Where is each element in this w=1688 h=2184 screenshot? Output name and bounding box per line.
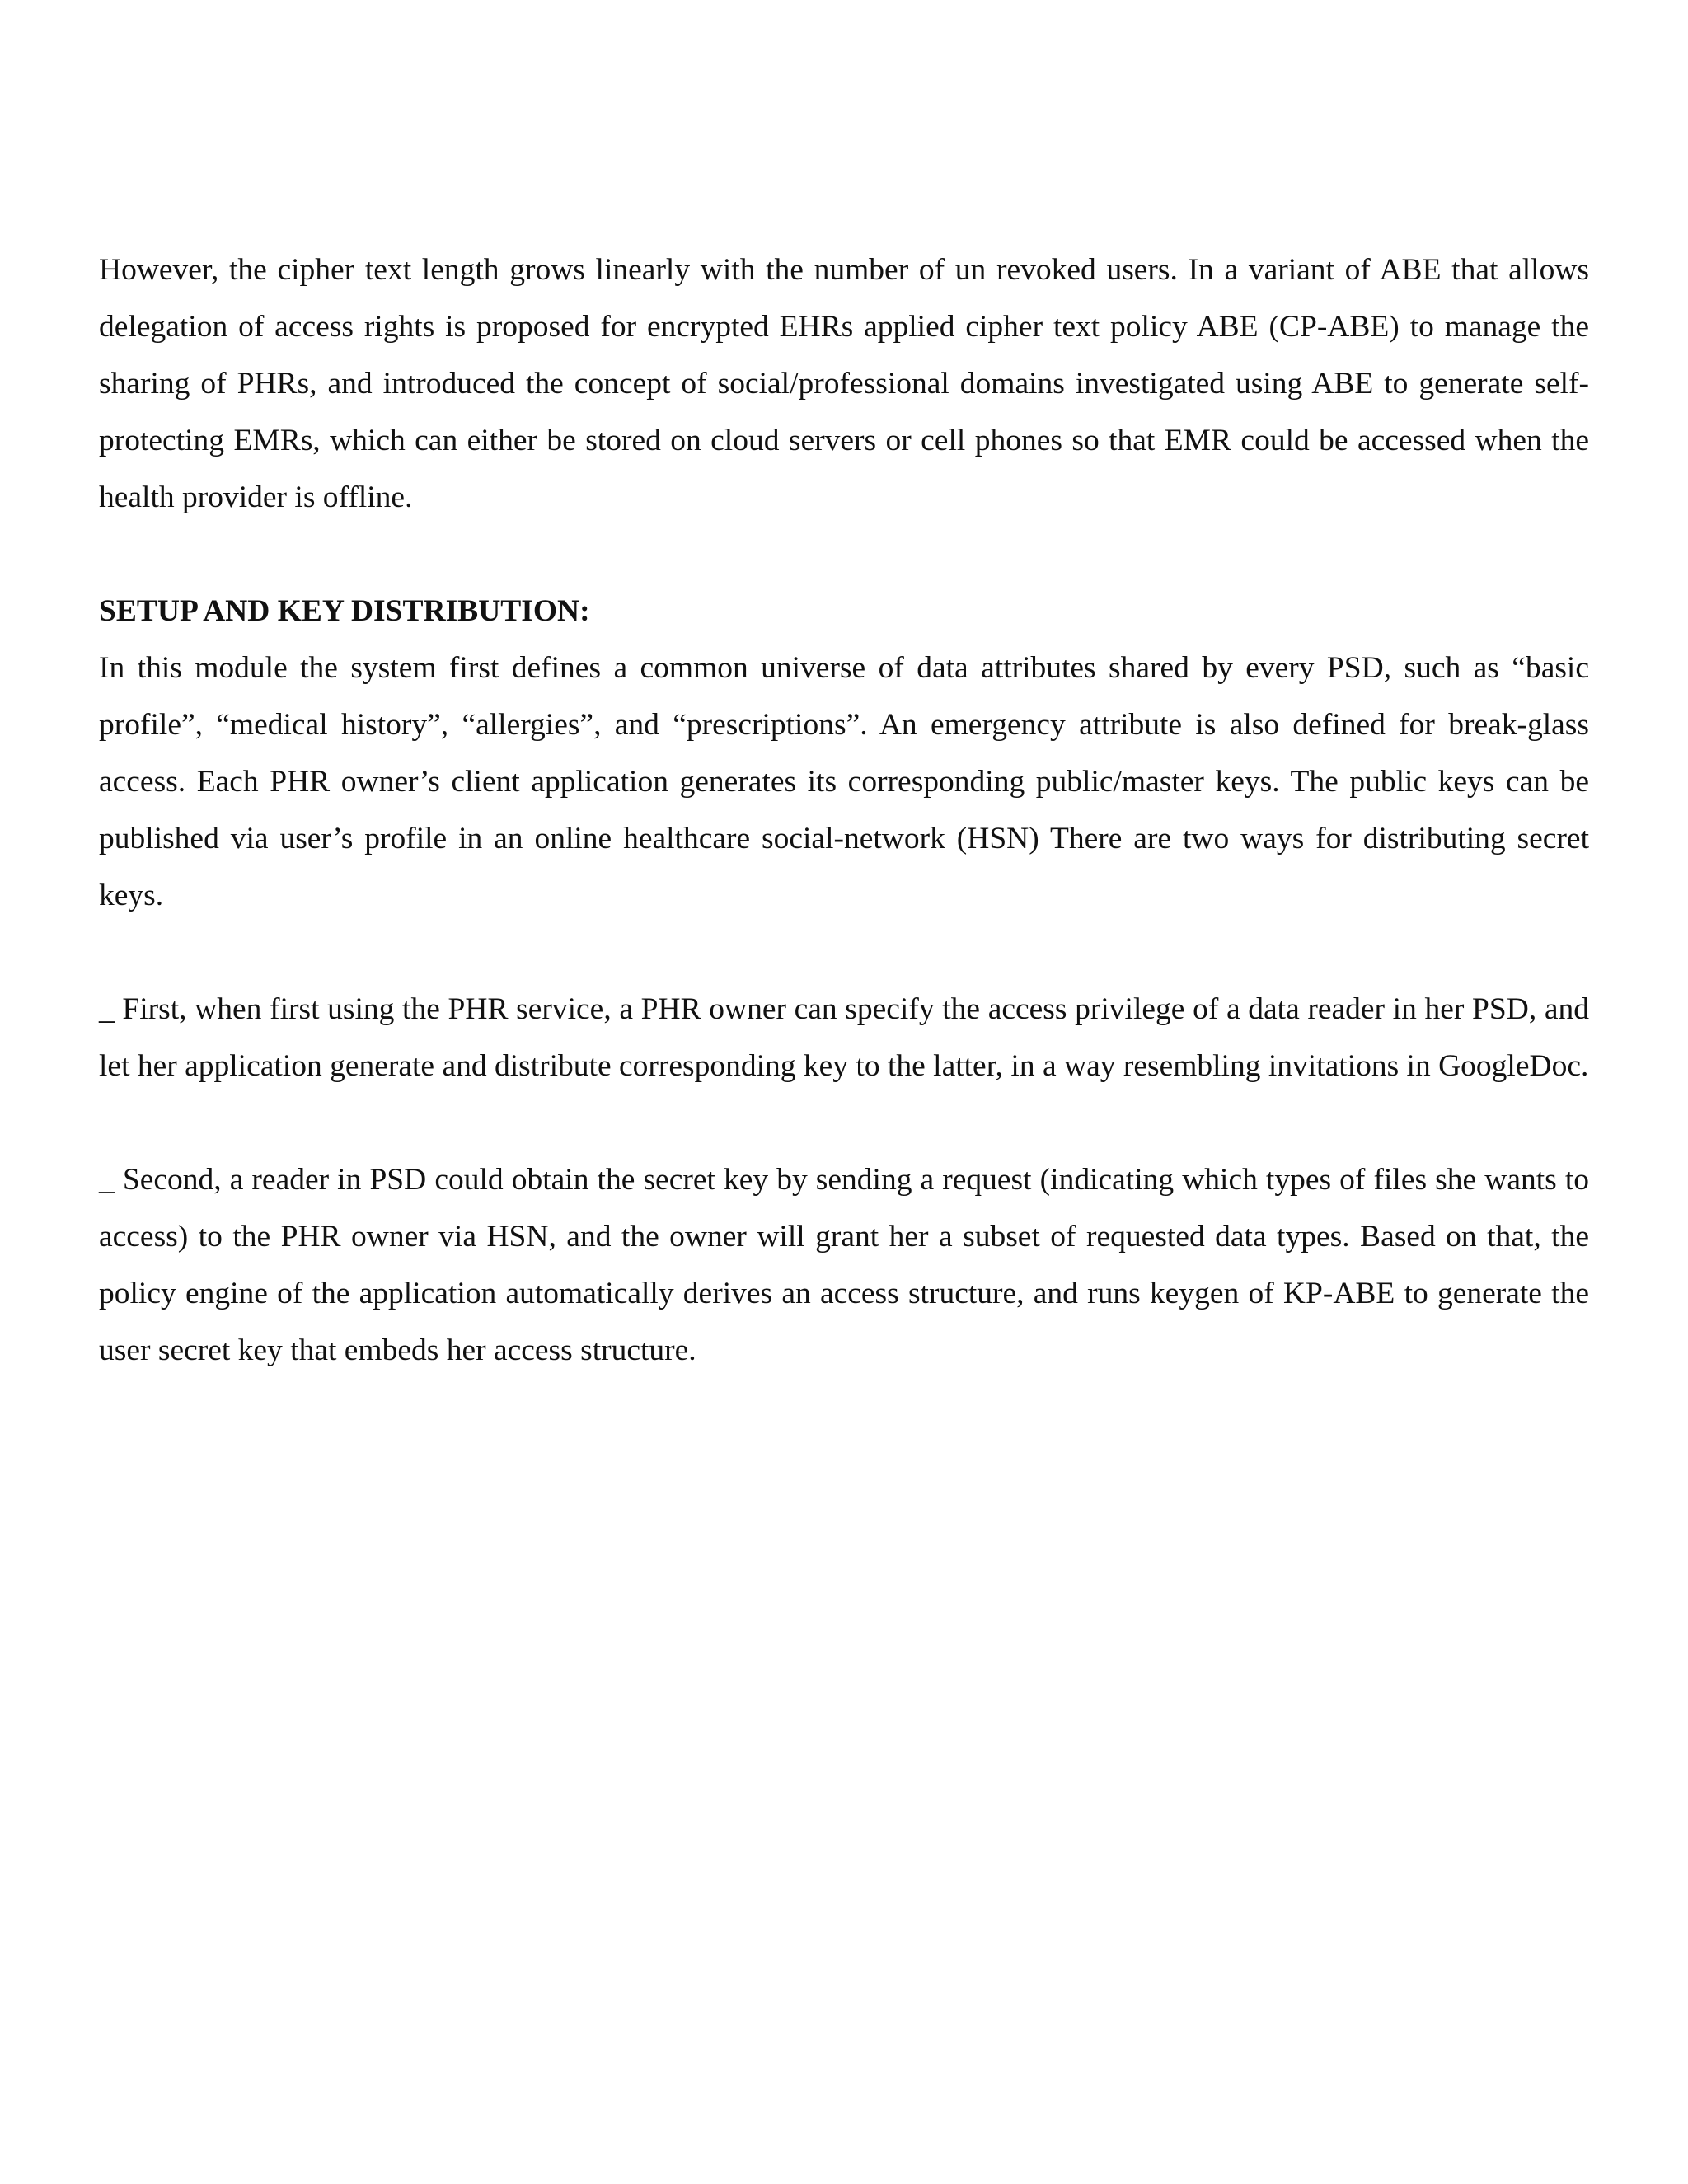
- section-heading: SETUP AND KEY DISTRIBUTION:: [99, 594, 590, 628]
- spacer: [99, 1094, 1589, 1151]
- first-method-paragraph: _ First, when first using the PHR service, a PHR owner can specify the access privilege of a data reader in her PSD, and let her application generate and distribute corresponding key to the latter, in a way resembling invitations in GoogleDoc.: [99, 992, 1589, 1083]
- document-page: [99, 241, 1589, 1379]
- intro-paragraph: However, the cipher text length grows linearly with the number of un revoked users. In a variant of ABE that allows delegation of access rights is proposed for encrypted EHRs applied cipher text policy ABE (CP-ABE) to manage the sharing of PHRs, and introduced the concept of social/professional domains investigated using ABE to generate self-protecting EMRs, which can either be stored on cloud servers or cell phones so that EMR could be accessed when the health provider is offline.: [99, 253, 1589, 514]
- spacer: [99, 924, 1589, 981]
- second-method-paragraph: _ Second, a reader in PSD could obtain the secret key by sending a request (indicating which types of files she wants to access) to the PHR owner via HSN, and the owner will grant her a subset of requested data types. Based on that, the policy engine of the application automatically derives an access structure, and runs keygen of KP-ABE to generate the user secret key that embeds her access structure.: [99, 1163, 1589, 1367]
- spacer: [99, 526, 1589, 583]
- setup-paragraph: In this module the system first defines a common universe of data attributes shared by every PSD, such as “basic profile”, “medical history”, “allergies”, and “prescriptions”. An emergency attribute is also defined for break-glass access. Each PHR owner’s client application generates its corresponding public/master keys. The public keys can be published via user’s profile in an online healthcare social-network (HSN) There are two ways for distributing secret keys.: [99, 651, 1589, 912]
